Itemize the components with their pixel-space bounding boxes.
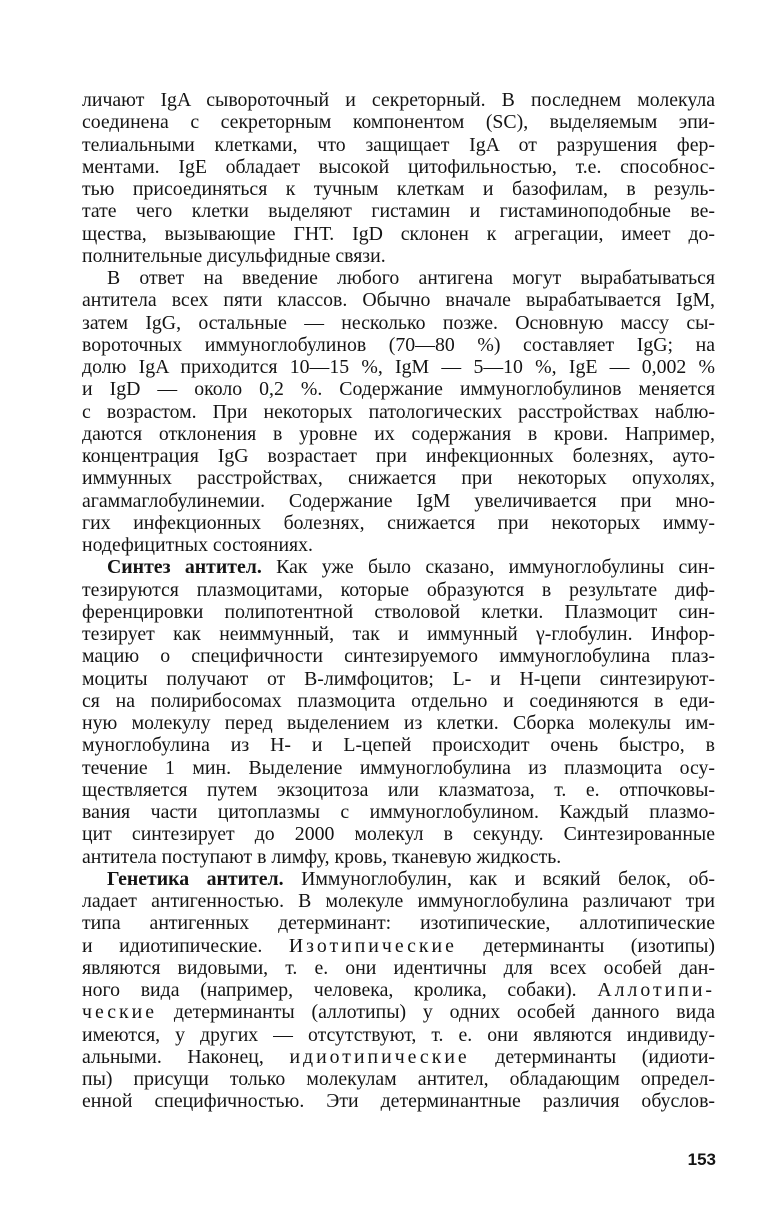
text-line: соединена с секреторным компонентом (SC), выделяемым эпи- bbox=[82, 111, 715, 134]
text-line: енной специфичностью. Эти детерминантные различия обуслов- bbox=[82, 1090, 715, 1113]
text-line: антитела поступают в лимфу, кровь, тканевую жидкость. bbox=[82, 845, 562, 868]
section-heading: Синтез антител. bbox=[107, 556, 262, 579]
text-line: концентрация IgG возрастает при инфекционных болезнях, ауто- bbox=[82, 445, 715, 467]
text-line: и IgD — около 0,2 %. Содержание иммуноглобулинов меняется bbox=[82, 378, 715, 401]
text-line: личают IgA сывороточный и секреторный. В последнем молекула bbox=[82, 89, 715, 111]
paragraph-2 bbox=[82, 267, 715, 556]
text-line: полнительные дисульфидные связи. bbox=[82, 244, 386, 267]
text-line bbox=[82, 979, 715, 1001]
text-run: ного вида (например, человека, кролика, собаки). bbox=[82, 979, 598, 1001]
text-line: вания части цитоплазмы с иммуноглобулином. Каждый плазмо- bbox=[82, 801, 715, 823]
text-line: телиальными клетками, что защищает IgA от разрушения фер- bbox=[82, 133, 715, 156]
text-line: иммунных расстройствах, снижается при некоторых опухолях, bbox=[82, 467, 715, 490]
text-run: Иммуноглобулин, как и всякий белок, об- bbox=[283, 867, 715, 890]
text-line: долю IgA приходится 10—15 %, IgM — 5—10 %, IgE — 0,002 % bbox=[82, 356, 715, 378]
text-line: с возрастом. При некоторых патологических расстройствах наблю- bbox=[82, 400, 715, 423]
text-line: моциты получают от В-лимфоцитов; L- и Н-цепи синтезируют- bbox=[82, 667, 715, 690]
text-line: гих инфекционных болезнях, снижается при некоторых имму- bbox=[82, 511, 715, 534]
paragraph-antibody-synthesis bbox=[82, 556, 715, 868]
text-line: ную молекулу перед выделением из клетки. Сборка молекулы им- bbox=[82, 712, 715, 734]
text-line: тью присоединяться к тучным клеткам и базофилам, в резуль- bbox=[82, 178, 715, 200]
text-run: детерминанты (аллотипы) у одних особей данного вида bbox=[156, 1001, 715, 1024]
text-line bbox=[82, 1001, 715, 1023]
page-number: 153 bbox=[687, 1150, 716, 1169]
text-line: даются отклонения в уровне их содержания в крови. Например, bbox=[82, 422, 715, 445]
spaced-term: Аллотипи- bbox=[597, 979, 715, 1001]
text-run: детерминанты (изотипы) bbox=[456, 934, 715, 957]
text-line: щества, вызывающие ГНТ. IgD склонен к агрегации, имеет до- bbox=[82, 222, 715, 245]
text-line: тезирует как неиммунный, так и иммунный γ-глобулин. Инфор- bbox=[82, 623, 715, 645]
text-line: ществляется путем экзоцитоза или клазматоза, т. е. отпочковы- bbox=[82, 778, 715, 801]
text-line: вороточных иммуноглобулинов (70—80 %) составляет IgG; на bbox=[82, 333, 715, 356]
text-line: агаммаглобулинемии. Содержание IgM увеличивается при мно- bbox=[82, 489, 715, 512]
text-line: имеются, у других — отсутствуют, т. е. они являются индивиду- bbox=[82, 1023, 715, 1046]
text-line: ся на полирибосомах плазмоцита отдельно и соединяются в еди- bbox=[82, 689, 715, 712]
paragraph-antibody-genetics bbox=[82, 868, 715, 1113]
body-text bbox=[82, 89, 715, 1113]
text-line bbox=[82, 868, 715, 890]
section-heading: Генетика антител. bbox=[107, 867, 284, 890]
text-run: альными. Наконец, bbox=[82, 1045, 290, 1068]
text-line: течение 1 мин. Выделение иммуноглобулина из плазмоцита осу- bbox=[82, 756, 715, 779]
text-run: детерминанты (идиоти- bbox=[469, 1045, 715, 1068]
spaced-term: ческие bbox=[82, 1001, 157, 1024]
spaced-term: Изотипические bbox=[288, 934, 457, 957]
text-line: муноглобулина из Н- и L-цепей происходит очень быстро, в bbox=[82, 734, 715, 757]
text-run: и идиотипические. bbox=[82, 934, 289, 957]
text-line: типа антигенных детерминант: изотипические, аллотипические bbox=[82, 912, 715, 935]
text-line: являются видовыми, т. е. они идентичны для всех особей дан- bbox=[82, 956, 715, 979]
text-line: ментами. IgE обладает высокой цитофильностью, т.е. способнос- bbox=[82, 155, 715, 178]
text-line bbox=[82, 935, 715, 957]
text-line: антитела всех пяти классов. Обычно вначале вырабатывается IgM, bbox=[82, 289, 715, 312]
text-line bbox=[82, 556, 715, 578]
text-run: Как уже было сказано, иммуноглобулины син- bbox=[261, 556, 715, 579]
text-line: затем IgG, остальные — несколько позже. Основную массу сы- bbox=[82, 311, 715, 334]
text-line: пы) присущи только молекулам антител, обладающим определ- bbox=[82, 1068, 715, 1090]
text-line bbox=[82, 1046, 715, 1068]
paragraph-1 bbox=[82, 89, 715, 267]
text-line: ференцировки полипотентной стволовой клетки. Плазмоцит син- bbox=[82, 600, 715, 623]
text-line: цит синтезирует до 2000 молекул в секунду. Синтезированные bbox=[82, 823, 715, 846]
text-line: тате чего клетки выделяют гистамин и гистаминоподобные ве- bbox=[82, 200, 715, 223]
text-line: ладает антигенностью. В молекуле иммуноглобулина различают три bbox=[82, 890, 715, 912]
text-line: В ответ на введение любого антигена могут вырабатываться bbox=[107, 267, 715, 289]
spaced-term: идиотипические bbox=[289, 1045, 470, 1068]
text-line: нодефицитных состояниях. bbox=[82, 534, 313, 556]
text-line: тезируются плазмоцитами, которые образуются в результате диф- bbox=[82, 578, 715, 601]
text-line: мацию о специфичности синтезируемого иммуноглобулина плаз- bbox=[82, 645, 715, 668]
